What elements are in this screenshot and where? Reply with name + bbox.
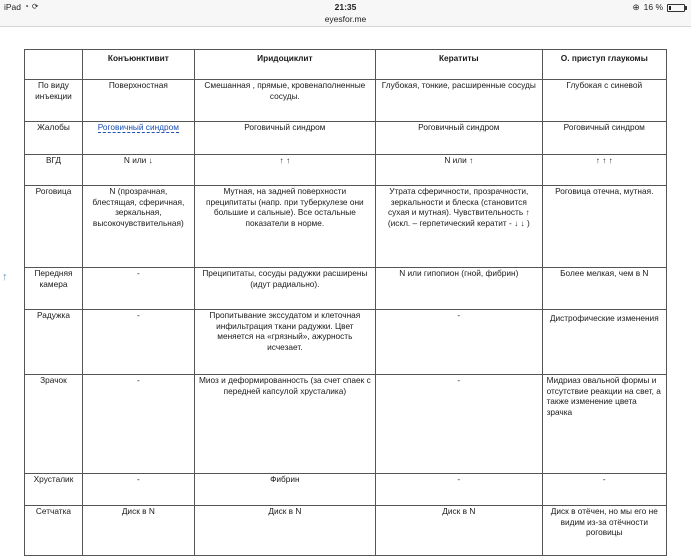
- table-cell: Смешанная , прямые, кровенаполненные сосуды.: [194, 80, 375, 122]
- header-keratitis: Кератиты: [376, 50, 543, 80]
- table-row: [25, 474, 667, 506]
- table-cell: Мидриаз овальной формы и отсутствие реакции на свет, а также изменение цвета зрачка: [542, 375, 666, 474]
- table-header-row: [25, 50, 667, 80]
- table-row: [25, 186, 667, 268]
- url-bar[interactable]: [0, 14, 691, 27]
- table-cell: N или ↓: [82, 155, 194, 186]
- header-glaucoma: О. приступ глаукомы: [542, 50, 666, 80]
- table-cell: Фибрин: [194, 474, 375, 506]
- table-cell: Дистрофические изменения: [542, 310, 666, 375]
- table-cell: Мутная, на задней поверхности преципитаты (напр. при туберкулезе они большие и сальные). Все остальные показатели в норме.: [194, 186, 375, 268]
- orientation-lock-icon: ⊕: [632, 2, 640, 12]
- page-content: [0, 27, 691, 537]
- table-cell: -: [376, 375, 543, 474]
- comparison-table: [24, 49, 667, 556]
- row-label: Сетчатка: [25, 506, 83, 556]
- table-cell: Роговичный синдром: [376, 122, 543, 155]
- table-cell: N или гипопион (гной, фибрин): [376, 268, 543, 310]
- table-cell: -: [376, 474, 543, 506]
- table-cell: N (прозрачная, блестящая, сферичная, зеркальная, высокочувствительная): [82, 186, 194, 268]
- table-cell: -: [82, 268, 194, 310]
- row-label: Радужка: [25, 310, 83, 375]
- url-text[interactable]: eyesfor.me: [324, 14, 367, 24]
- table-row: [25, 310, 667, 375]
- row-label: Передняя камера: [25, 268, 83, 310]
- header-conjunctivitis: Конъюнктивит: [82, 50, 194, 80]
- battery-icon: [667, 4, 685, 12]
- wifi-icon: ◔: [24, 2, 29, 11]
- sync-icon: ⟳: [31, 2, 39, 11]
- table-cell: -: [82, 375, 194, 474]
- table-row: [25, 122, 667, 155]
- table-cell: Роговичный синдром: [194, 122, 375, 155]
- table-cell: Преципитаты, сосуды радужки расширены (идут радиально).: [194, 268, 375, 310]
- row-label: Хрусталик: [25, 474, 83, 506]
- left-arrow-icon[interactable]: ↑: [2, 271, 8, 283]
- header-empty: [25, 50, 83, 80]
- table-cell: -: [82, 474, 194, 506]
- table-row: [25, 375, 667, 474]
- battery-percent: 16 %: [643, 2, 663, 12]
- table-cell: ↑ ↑ ↑: [542, 155, 666, 186]
- table-cell: Роговица отечна, мутная.: [542, 186, 666, 268]
- row-label: По виду инъекции: [25, 80, 83, 122]
- status-right: [633, 0, 686, 14]
- table-cell: Диск в N: [82, 506, 194, 556]
- table-cell: Роговичный синдром: [542, 122, 666, 155]
- table-cell: Пропитывание экссудатом и клеточная инфильтрация ткани радужки. Цвет меняется на «грязный», ажурность исчезает.: [194, 310, 375, 375]
- table-cell: Более мелкая, чем в N: [542, 268, 666, 310]
- cornea-syndrome-link[interactable]: Роговичный синдром: [97, 122, 179, 132]
- table-row: [25, 80, 667, 122]
- table-cell: Глубокая, тонкие, расширенные сосуды: [376, 80, 543, 122]
- table-cell: Утрата сферичности, прозрачности, зеркальности и блеска (становится сухая и мутная). Чувствительность ↑ (искл. – герпетический кератит - ↓ ↓ ): [376, 186, 543, 268]
- table-cell: ↑ ↑: [194, 155, 375, 186]
- header-iridocyclitis: Иридоциклит: [194, 50, 375, 80]
- table-cell: Диск в N: [376, 506, 543, 556]
- table-row: [25, 155, 667, 186]
- table-cell: -: [376, 310, 543, 375]
- table-row: [25, 268, 667, 310]
- row-label: Роговица: [25, 186, 83, 268]
- table-cell: Поверхностная: [82, 80, 194, 122]
- table-cell: Миоз и деформированность (за счет спаек с передней капсулой хрусталика): [194, 375, 375, 474]
- device-name: iPad: [4, 2, 22, 12]
- table-cell: Диск в отёчен, но мы его не видим из-за отёчности роговицы: [542, 506, 666, 556]
- table-cell: -: [542, 474, 666, 506]
- status-time: 21:35: [334, 2, 357, 12]
- row-label: Зрачок: [25, 375, 83, 474]
- status-bar: [0, 0, 691, 14]
- row-label: ВГД: [25, 155, 83, 186]
- table-cell: -: [82, 310, 194, 375]
- table-cell: N или ↑: [376, 155, 543, 186]
- table-cell: Диск в N: [194, 506, 375, 556]
- table-cell: [82, 122, 194, 155]
- row-label: Жалобы: [25, 122, 83, 155]
- table-row: [25, 506, 667, 556]
- table-cell: Глубокая с синевой: [542, 80, 666, 122]
